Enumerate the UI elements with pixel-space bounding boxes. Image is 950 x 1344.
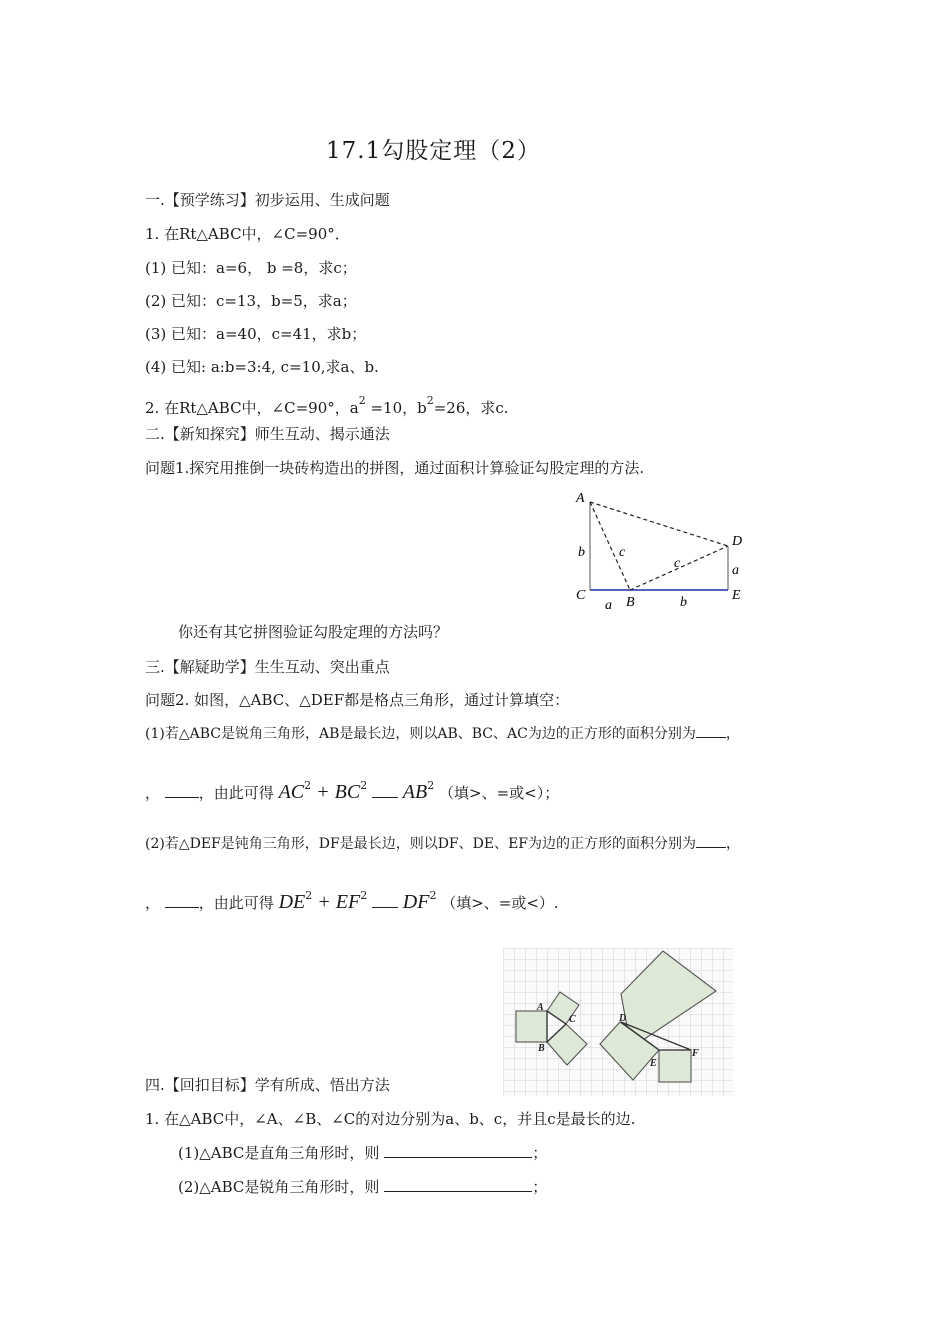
problem-2-part-1-line-2: ， ，由此可得 $AC^2 + BC^2$ $AB^2$ （填>、=或<）； <box>145 779 560 803</box>
label-D: D <box>732 534 743 549</box>
exercise-1-part-1: (1) 已知：a=6， b =8，求c； <box>145 259 357 277</box>
grid-label-A: A <box>537 1002 544 1013</box>
label-C: C <box>576 588 586 603</box>
answer-blank[interactable] <box>384 1177 532 1192</box>
label-c-2: c <box>674 556 681 571</box>
exercise-1-part-2: (2) 已知：c=13，b=5，求a； <box>145 292 357 310</box>
exercise-2: 2. 在Rt△ABC中，∠C=90°，$a^2 =10$，$b^2=26$，求c. <box>145 394 509 417</box>
trapezoid-proof-figure <box>568 486 758 616</box>
exercise-1-part-3: (3) 已知：a=40，c=41，求b； <box>145 325 367 343</box>
grid-label-C: C <box>569 1014 576 1025</box>
answer-blank[interactable] <box>165 893 199 908</box>
exercise-1-part-4: (4) 已知: a:b=3:4, c=10,求a、b. <box>145 358 379 376</box>
problem-2-part-2-line-2: ， ，由此可得 $DE^2 + EF^2$ $DF^2$ （填>、=或<）. <box>145 889 559 913</box>
other-methods-question: 你还有其它拼图验证勾股定理的方法吗？ <box>178 623 449 641</box>
grid-label-F: F <box>692 1048 699 1059</box>
answer-blank[interactable] <box>696 833 726 848</box>
label-c-1: c <box>619 545 626 560</box>
answer-blank[interactable] <box>696 723 726 738</box>
problem-2-part-2: (2)若△DEF是钝角三角形，DF是最长边，则以DF、DE、EF为边的正方形的面积分别为 ， <box>145 833 740 854</box>
section-1-heading: 一.【预学练习】初步运用、生成问题 <box>145 191 390 209</box>
label-a-right: a <box>732 563 739 578</box>
answer-blank[interactable] <box>384 1143 532 1158</box>
page-title: 17.1勾股定理（2） <box>326 138 541 164</box>
section-4-heading: 四.【回扣目标】学有所成、悟出方法 <box>145 1076 390 1094</box>
grid-label-E: E <box>650 1058 657 1069</box>
label-b-left: b <box>578 545 585 560</box>
review-question-1: 1. 在△ABC中，∠A、∠B、∠C的对边分别为a、b、c，并且c是最长的边. <box>145 1110 636 1128</box>
label-E: E <box>732 588 741 603</box>
section-2-heading: 二.【新知探究】师生互动、揭示通法 <box>145 425 390 443</box>
label-b-bottom: b <box>680 595 687 610</box>
review-part-2: (2)△ABC是锐角三角形时，则 ； <box>178 1178 548 1196</box>
label-A: A <box>576 491 585 506</box>
answer-blank[interactable] <box>165 783 199 798</box>
exercise-1: 1. 在Rt△ABC中，∠C=90°． <box>145 225 350 243</box>
problem-1: 问题1.探究用推倒一块砖构造出的拼图，通过面积计算验证勾股定理的方法. <box>145 459 645 477</box>
section-3-heading: 三.【解疑助学】生生互动、突出重点 <box>145 658 390 676</box>
grid-label-B: B <box>538 1043 545 1054</box>
lattice-triangle-figure <box>503 948 733 1096</box>
label-a-bottom: a <box>605 598 612 613</box>
grid-label-D: D <box>619 1013 627 1024</box>
review-part-1: (1)△ABC是直角三角形时，则 ； <box>178 1144 548 1162</box>
compare-blank[interactable] <box>372 893 398 908</box>
compare-blank[interactable] <box>372 783 398 798</box>
label-B: B <box>626 595 635 610</box>
problem-2: 问题2. 如图，△ABC、△DEF都是格点三角形，通过计算填空： <box>145 691 570 709</box>
problem-2-part-1: (1)若△ABC是锐角三角形，AB是最长边，则以AB、BC、AC为边的正方形的面积分别为 ， <box>145 723 740 744</box>
